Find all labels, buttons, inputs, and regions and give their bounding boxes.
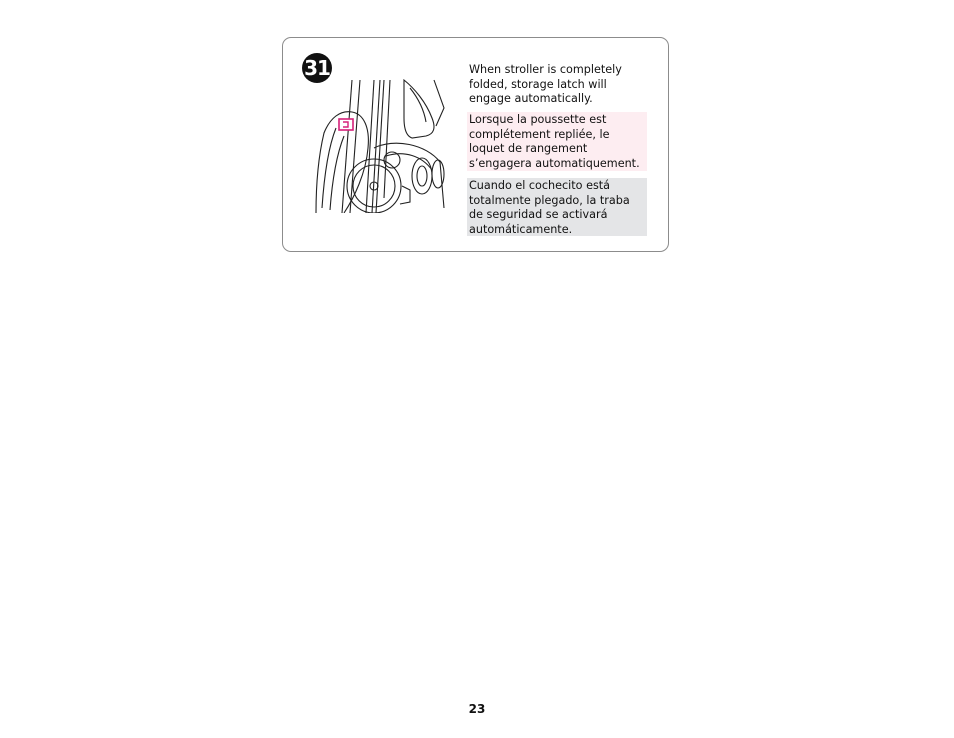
folded-stroller-illustration (314, 78, 464, 213)
step-number-badge: 31 (302, 53, 332, 83)
instruction-card (282, 37, 669, 252)
page-number: 23 (468, 702, 486, 716)
instruction-spanish: Cuando el cochecito está totalmente plegado, la traba de seguridad se activará automáticamente. (467, 178, 647, 236)
instruction-english: When stroller is completely folded, storage latch will engage automatically. (469, 63, 622, 106)
instruction-french: Lorsque la poussette est complétement repliée, le loquet de rangement s’engagera automatiquement. (467, 112, 647, 171)
